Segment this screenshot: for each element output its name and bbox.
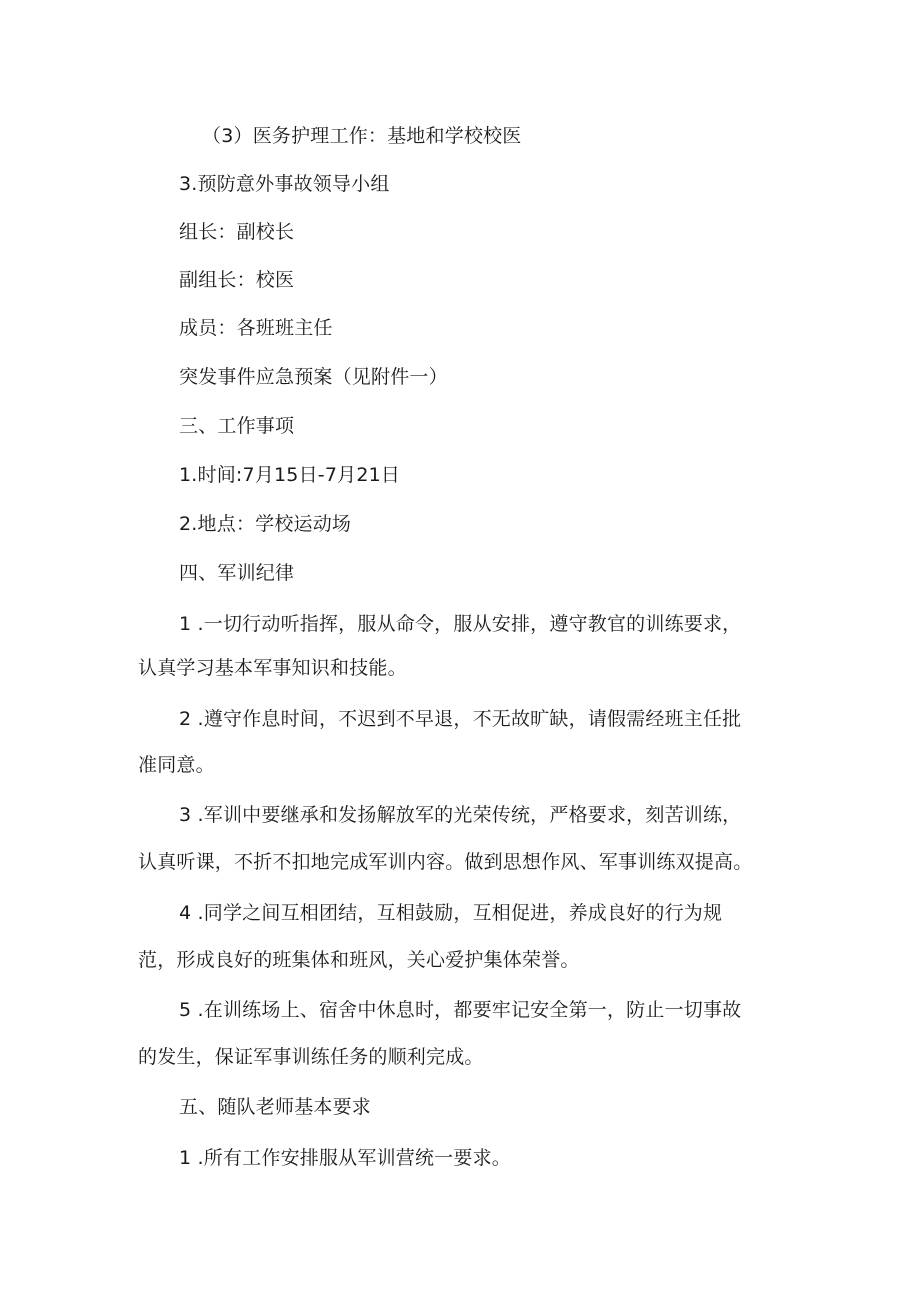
text-line-members: 成员：各班班主任 <box>179 317 333 339</box>
teacher-rule-1: 1 .所有工作安排服从军训营统一要求。 <box>179 1147 511 1169</box>
rule-1-line-2: 认真学习基本军事知识和技能。 <box>138 657 407 679</box>
rule-3-line-2: 认真听课，不折不扣地完成军训内容。做到思想作风、军事训练双提高。 <box>138 851 753 873</box>
rule-2-line-2: 准同意。 <box>138 754 215 776</box>
rule-5-line-1: 5 .在训练场上、宿舍中休息时，都要牢记安全第一，防止一切事故 <box>179 999 742 1021</box>
text-line-emergency-plan: 突发事件应急预案（见附件一） <box>179 366 448 388</box>
text-line-group-leader: 组长：副校长 <box>179 221 295 243</box>
text-line-deputy-leader: 副组长：校医 <box>179 269 295 291</box>
rule-4-line-2: 范，形成良好的班集体和班风，关心爱护集体荣誉。 <box>138 949 580 971</box>
text-line-time: 1.时间:7月15日-7月21日 <box>179 464 401 486</box>
text-line-accident-group-heading: 3.预防意外事故领导小组 <box>179 173 390 195</box>
text-line-location: 2.地点：学校运动场 <box>179 513 352 535</box>
section-heading-discipline: 四、军训纪律 <box>179 562 295 584</box>
section-heading-work-items: 三、工作事项 <box>179 415 295 437</box>
rule-3-line-1: 3 .军训中要继承和发扬解放军的光荣传统，严格要求，刻苦训练， <box>179 804 742 826</box>
rule-1-line-1: 1 .一切行动听指挥，服从命令，服从安排，遵守教官的训练要求， <box>179 613 742 635</box>
section-heading-teacher-requirements: 五、随队老师基本要求 <box>179 1096 372 1118</box>
text-line-medical-care: （3）医务护理工作：基地和学校校医 <box>202 125 522 147</box>
rule-2-line-1: 2 .遵守作息时间，不迟到不早退，不无故旷缺，请假需经班主任批 <box>179 708 742 730</box>
rule-4-line-1: 4 .同学之间互相团结，互相鼓励，互相促进，养成良好的行为规 <box>179 902 723 924</box>
rule-5-line-2: 的发生，保证军事训练任务的顺利完成。 <box>138 1046 484 1068</box>
